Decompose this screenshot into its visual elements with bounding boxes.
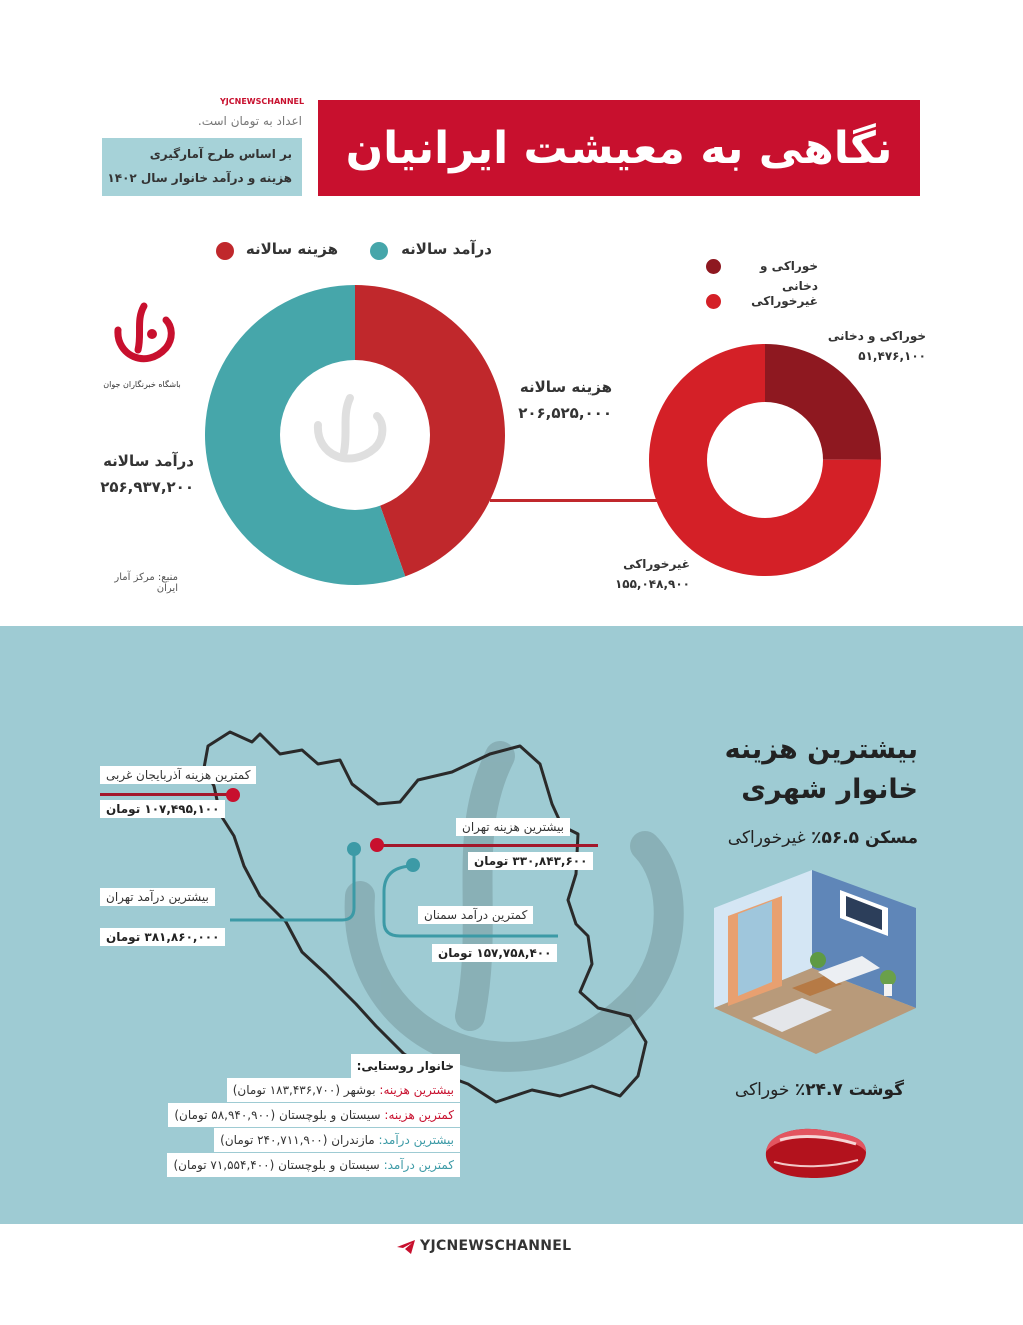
rural-row-min-income: [167, 1153, 460, 1177]
survey-basis-line1: بر اساس طرح آمارگیری: [149, 147, 292, 161]
rural-row2-key: کمترین هزینه:: [384, 1108, 454, 1122]
meat-stat-bold: گوشت ۲۴.۷٪: [794, 1080, 904, 1100]
legend-expense-dot: [216, 242, 234, 260]
expense-breakdown-donut: [647, 342, 883, 578]
rural-row1-key: بیشترین هزینه:: [379, 1083, 454, 1097]
logo-caption: باشگاه خبرنگاران جوان: [103, 380, 181, 389]
min-expense-dot: [226, 788, 240, 802]
housing-stat-bold: مسکن ۵۶.۵٪: [811, 828, 918, 848]
rural-heading: خانوار روستایی:: [351, 1054, 460, 1078]
nonfood-annotation: [600, 554, 690, 594]
food-annotation-label: خوراکی و دخانی: [827, 329, 926, 343]
max-expense-value: ۳۳۰,۸۴۳,۶۰۰ تومان: [468, 852, 593, 870]
legend-income-dot: [370, 242, 388, 260]
housing-stat-rest: غیرخوراکی: [727, 828, 806, 848]
yjc-logo-icon: [108, 300, 184, 376]
expense-annotation-label: هزینه سالانه: [519, 378, 612, 396]
page-title: نگاهی به معیشت ایرانیان: [318, 100, 920, 196]
donut2-hole: [707, 402, 823, 518]
donut-hole: [280, 360, 430, 510]
donut-connector-line: [490, 499, 660, 502]
rural-row3-text: مازندران (۲۴۰,۷۱۱,۹۰۰ تومان): [220, 1133, 375, 1147]
rural-row3-key: بیشترین درآمد:: [378, 1133, 454, 1147]
top-section: [0, 0, 1023, 626]
min-income-value: ۱۵۷,۷۵۸,۴۰۰ تومان: [432, 944, 557, 962]
living-room-illustration-icon: [712, 868, 918, 1058]
max-expense-label: بیشترین هزینه تهران: [456, 818, 570, 836]
max-expense-dot: [370, 838, 384, 852]
food-annotation: [820, 326, 926, 366]
rural-row-min-expense: [168, 1103, 460, 1127]
header-channel: YJCNEWSCHANNEL: [220, 97, 305, 106]
meat-stat-rest: خوراکی: [734, 1080, 790, 1100]
income-annotation: [90, 448, 194, 500]
urban-expense-title-line1: بیشترین هزینه: [724, 734, 918, 765]
housing-stat: [690, 828, 918, 848]
max-income-label: بیشترین درآمد تهران: [100, 888, 215, 906]
min-income-dot: [406, 858, 420, 872]
legend-nonfood-dot: [706, 294, 721, 309]
rural-row1-text: بوشهر (۱۸۳,۴۳۶,۷۰۰ تومان): [232, 1083, 376, 1097]
min-income-line: [378, 862, 578, 942]
survey-basis-box: [102, 138, 302, 196]
currency-note: اعداد به تومان است.: [197, 114, 302, 128]
rural-row-max-expense: [227, 1078, 460, 1102]
survey-basis-line2: هزینه و درآمد خانوار سال ۱۴۰۲: [107, 171, 292, 185]
meat-steak-icon: [760, 1122, 872, 1184]
nonfood-annotation-label: غیرخوراکی: [623, 557, 690, 571]
rural-row4-text: سیستان و بلوچستان (۷۱,۵۵۴,۴۰۰ تومان): [173, 1158, 380, 1172]
meat-stat: [690, 1080, 904, 1100]
food-annotation-value: ۵۱,۴۷۶,۱۰۰: [858, 349, 926, 363]
legend-expense-label: هزینه سالانه: [245, 240, 338, 258]
results-title: نتایج کلیدی سال ۱۴۰۲: [348, 1290, 675, 1325]
legend-food-dot: [706, 259, 721, 274]
min-expense-value: ۱۰۷,۴۹۵,۱۰۰ تومان: [100, 800, 225, 818]
income-annotation-value: ۲۵۶,۹۳۷,۲۰۰: [100, 478, 194, 496]
urban-expense-title: [690, 730, 918, 810]
max-expense-line: [376, 844, 598, 847]
min-expense-label: کمترین هزینه آذربایجان غربی: [100, 766, 256, 784]
rural-households-box: [100, 1054, 460, 1178]
nonfood-annotation-value: ۱۵۵,۰۴۸,۹۰۰: [614, 577, 690, 591]
income-annotation-label: درآمد سالانه: [103, 452, 194, 470]
legend-food-label: خوراکی و دخانی: [760, 259, 818, 293]
footer-channel: YJCNEWSCHANNEL: [420, 1238, 572, 1254]
legend-nonfood-label: غیرخوراکی: [751, 294, 818, 308]
expense-annotation-value: ۲۰۶,۵۲۵,۰۰۰: [518, 404, 612, 422]
rural-row2-text: سیستان و بلوچستان (۵۸,۹۴۰,۹۰۰ تومان): [174, 1108, 381, 1122]
source-note: منبع: مرکز آمار ایران: [114, 572, 178, 594]
legend-income-label: درآمد سالانه: [401, 240, 492, 258]
rural-row-max-income: [214, 1128, 460, 1152]
urban-expense-title-line2: خانوار شهری: [741, 774, 918, 805]
expense-annotation: [508, 374, 612, 426]
min-income-label: کمترین درآمد سمنان: [418, 906, 533, 924]
income-expense-donut: [190, 270, 520, 600]
min-expense-line: [100, 793, 232, 796]
telegram-icon: [396, 1238, 416, 1256]
rural-row4-key: کمترین درآمد:: [383, 1158, 454, 1172]
max-income-value: ۳۸۱,۸۶۰,۰۰۰ تومان: [100, 928, 225, 946]
max-income-dot: [347, 842, 361, 856]
